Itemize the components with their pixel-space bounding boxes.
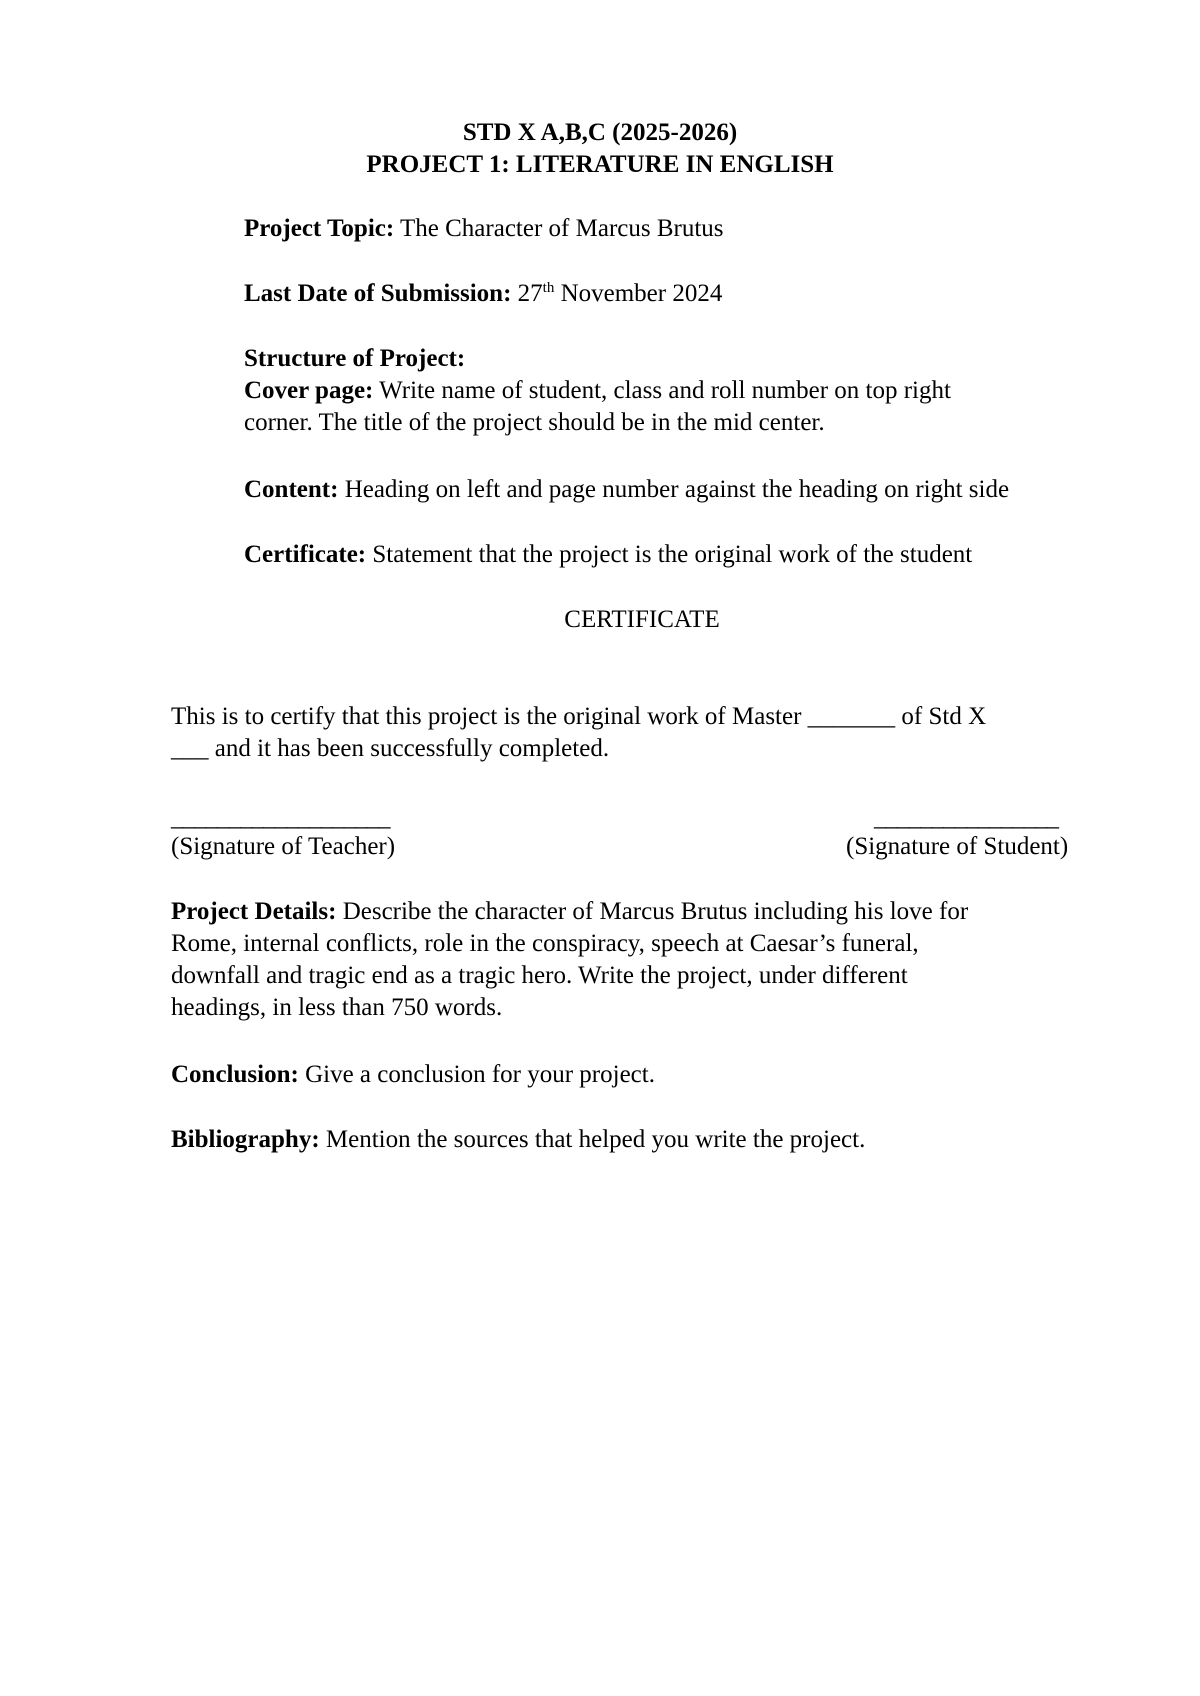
certificate-statement-line2: ___ and it has been successfully completed. [171, 735, 610, 762]
student-signature-label: (Signature of Student) [846, 833, 1069, 860]
bibliography-text: Mention the sources that helped you write the project. [319, 1126, 866, 1153]
submission-date [244, 278, 722, 310]
student-signature-line: ________________ [874, 804, 1058, 831]
project-details-line1 [171, 896, 968, 928]
project-details-line4: headings, in less than 750 words. [171, 994, 503, 1021]
cover-page-text: Write name of student, class and roll number on top right [373, 377, 951, 404]
certificate-item [244, 539, 972, 571]
project-topic-label: Project Topic: [244, 215, 395, 242]
certificate-label: Certificate: [244, 541, 367, 568]
teacher-signature-line: ___________________ [171, 804, 390, 831]
project-topic-value: The Character of Marcus Brutus [394, 215, 724, 242]
project-topic [244, 213, 724, 245]
conclusion-label: Conclusion: [171, 1061, 299, 1088]
project-details-text1: Describe the character of Marcus Brutus including his love for [336, 898, 969, 925]
submission-month-year: November 2024 [554, 280, 723, 307]
project-details-line2: Rome, internal conflicts, role in the conspiracy, speech at Caesar’s funeral, [171, 930, 919, 957]
teacher-signature-label: (Signature of Teacher) [171, 833, 396, 860]
submission-label: Last Date of Submission: [244, 280, 512, 307]
content-label: Content: [244, 476, 339, 503]
bibliography-label: Bibliography: [171, 1126, 320, 1153]
cover-page-line1 [244, 375, 951, 407]
submission-day: 27 [511, 280, 543, 307]
project-title: PROJECT 1: LITERATURE IN ENGLISH [366, 151, 834, 178]
conclusion-text: Give a conclusion for your project. [298, 1061, 655, 1088]
class-heading: STD X A,B,C (2025-2026) [462, 119, 738, 146]
structure-section [244, 343, 951, 439]
cover-page-line2: corner. The title of the project should be in the mid center. [244, 409, 825, 436]
bibliography-item [171, 1124, 865, 1156]
submission-day-suffix: th [542, 280, 555, 296]
project-details-label: Project Details: [171, 898, 337, 925]
project-details-line3: downfall and tragic end as a tragic hero. Write the project, under different [171, 962, 908, 989]
certificate-statement [171, 701, 986, 765]
content-item [244, 474, 1009, 506]
certificate-title: CERTIFICATE [564, 606, 720, 633]
content-text: Heading on left and page number against the heading on right side [338, 476, 1010, 503]
conclusion-item [171, 1059, 655, 1091]
project-details-section [171, 896, 968, 1024]
structure-heading: Structure of Project: [244, 345, 466, 372]
cover-page-label: Cover page: [244, 377, 374, 404]
certificate-text: Statement that the project is the original work of the student [366, 541, 973, 568]
certificate-statement-line1: This is to certify that this project is the original work of Master _______ of Std X [171, 703, 987, 730]
